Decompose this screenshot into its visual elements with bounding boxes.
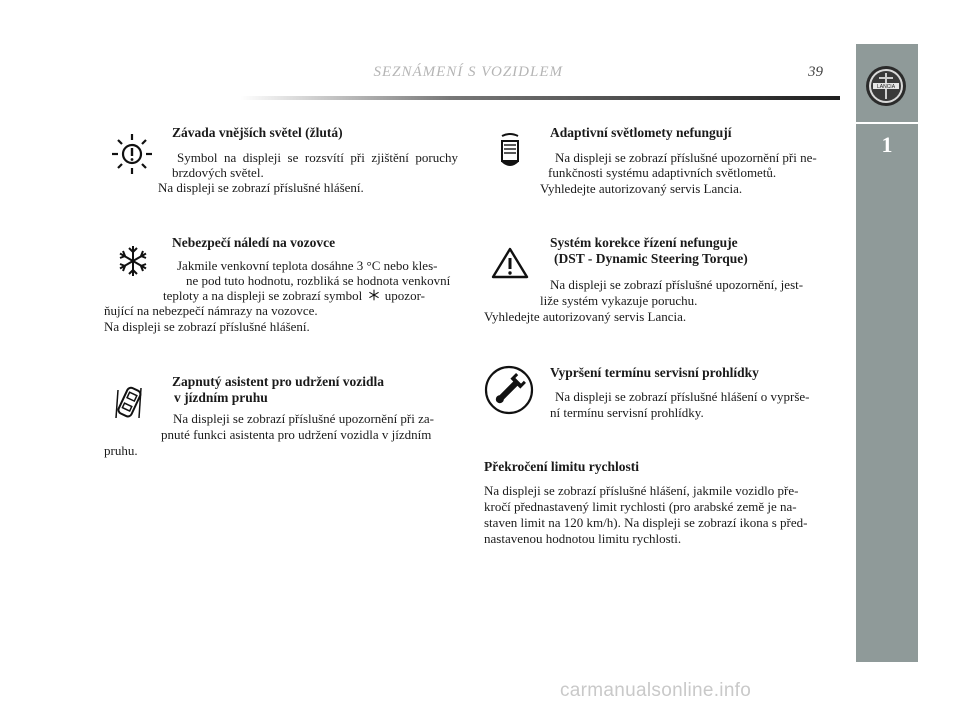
watermark: carmanualsonline.info bbox=[560, 680, 752, 701]
ice-danger-text-5: Na displeji se zobrazí příslušné hlášení. bbox=[104, 319, 310, 334]
speed-limit-section bbox=[484, 459, 840, 475]
dst-text-2: liže systém vykazuje poruchu. bbox=[540, 293, 698, 308]
speed-limit-text-2: kročí přednastavený limit rychlosti (pro arabské země je na- bbox=[484, 499, 797, 514]
snowflake-icon bbox=[116, 244, 150, 278]
service-title: Vypršení termínu servisní prohlídky bbox=[550, 365, 759, 380]
wrench-icon bbox=[484, 365, 534, 415]
chapter-number: 1 bbox=[881, 132, 893, 157]
lane-assist-icon bbox=[114, 384, 144, 422]
lane-assist-title-1: Zapnutý asistent pro udržení vozidla bbox=[172, 374, 385, 389]
adaptive-lights-section bbox=[550, 125, 840, 141]
adaptive-lights-text-2: funkčnosti systému adaptivních světlometů. bbox=[548, 165, 777, 180]
exterior-lights-fault-section bbox=[172, 125, 459, 141]
header-rule bbox=[240, 96, 840, 100]
page-number: 39 bbox=[808, 64, 823, 80]
adaptive-headlight-icon bbox=[498, 132, 522, 170]
ice-danger-text-1: Jakmile venkovní teplota dosáhne 3 °C nebo kles- bbox=[177, 258, 438, 273]
sidebar-separator bbox=[856, 122, 918, 124]
section-title: SEZNÁMENÍ S VOZIDLEM bbox=[373, 64, 563, 80]
ice-danger-text-3 bbox=[163, 288, 425, 303]
snowflake-inline-icon bbox=[368, 289, 380, 301]
adaptive-lights-text-1: Na displeji se zobrazí příslušné upozornění při ne- bbox=[555, 150, 817, 165]
ice-danger-text-3b: upozor- bbox=[384, 288, 425, 303]
exterior-light-warning-icon bbox=[110, 132, 154, 176]
lane-assist-section bbox=[172, 374, 459, 406]
speed-limit-title: Překročení limitu rychlosti bbox=[484, 459, 639, 474]
lane-assist-text-1: Na displeji se zobrazí příslušné upozornění při za- bbox=[173, 411, 434, 426]
ice-danger-title: Nebezpečí náledí na vozovce bbox=[172, 235, 336, 250]
speed-limit-text-1: Na displeji se zobrazí příslušné hlášení, jakmile vozidlo pře- bbox=[484, 483, 799, 498]
svg-text:LANCIA: LANCIA bbox=[876, 84, 896, 90]
warning-triangle-icon bbox=[490, 246, 530, 280]
dst-title-2: (DST - Dynamic Steering Torque) bbox=[554, 251, 748, 266]
lane-assist-text-2: pnuté funkci asistenta pro udržení vozidla v jízdním bbox=[161, 427, 432, 442]
lancia-logo-icon bbox=[864, 64, 908, 108]
dst-section bbox=[550, 235, 840, 267]
lane-assist-title-2: v jízdním pruhu bbox=[174, 390, 268, 405]
speed-limit-text-4: nastavenou hodnotou limitu rychlosti. bbox=[484, 531, 682, 546]
ice-danger-section bbox=[172, 235, 459, 251]
service-text-2: ní termínu servisní prohlídky. bbox=[550, 405, 704, 420]
lane-assist-text-3: pruhu. bbox=[104, 443, 138, 458]
dst-text-3: Vyhledejte autorizovaný servis Lancia. bbox=[484, 309, 687, 324]
ice-danger-text-3a: teploty a na displeji se zobrazí symbol bbox=[163, 288, 363, 303]
dst-text-1: Na displeji se zobrazí příslušné upozornění, jest- bbox=[550, 277, 804, 292]
adaptive-lights-title: Adaptivní světlomety nefungují bbox=[550, 125, 732, 140]
speed-limit-text-3: staven limit na 120 km/h). Na displeji se zobrazí ikona s před- bbox=[484, 515, 808, 530]
service-section bbox=[550, 365, 840, 381]
ice-danger-text-2: ne pod tuto hodnotu, rozbliká se hodnota venkovní bbox=[186, 273, 451, 288]
exterior-lights-fault-text: Symbol na displeji se rozsvítí při zjištění poruchy brzdových světel. bbox=[172, 150, 458, 180]
adaptive-lights-text-3: Vyhledejte autorizovaný servis Lancia. bbox=[540, 181, 743, 196]
dst-title-1: Systém korekce řízení nefunguje bbox=[550, 235, 738, 250]
exterior-lights-fault-text2: Na displeji se zobrazí příslušné hlášení. bbox=[158, 180, 364, 195]
service-text-1: Na displeji se zobrazí příslušné hlášení o vyprše- bbox=[555, 389, 810, 404]
ice-danger-text-4: ňující na nebezpečí námrazy na vozovce. bbox=[104, 303, 318, 318]
exterior-lights-fault-title: Závada vnějších světel (žlutá) bbox=[172, 125, 343, 140]
